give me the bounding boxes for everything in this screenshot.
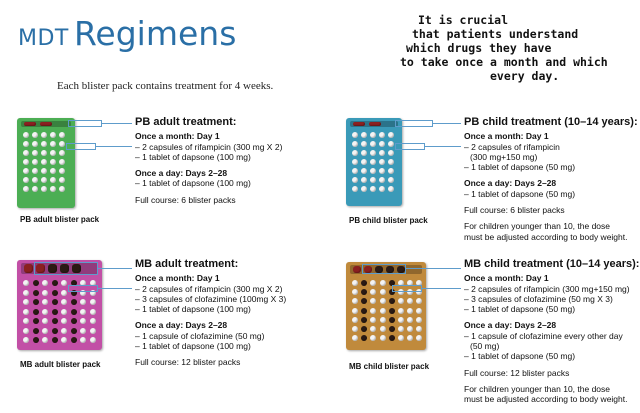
daily-pill (361, 186, 367, 192)
daily-pill (33, 328, 39, 334)
daily-pill (352, 132, 358, 138)
callout-line (98, 288, 132, 289)
dose-line: – 1 tablet of dapsone (100 mg) (135, 178, 251, 189)
daily-pill (361, 335, 367, 341)
daily-pill (379, 159, 385, 165)
daily-pill (379, 186, 385, 192)
daily-pill (370, 289, 376, 295)
callout-frame (68, 285, 98, 292)
daily-pill (52, 318, 58, 324)
full-course: Full course: 12 blister packs (464, 367, 570, 378)
daily-pill (32, 168, 38, 174)
daily-pill (361, 326, 367, 332)
daily-pill (389, 317, 395, 323)
daily-pill (398, 308, 404, 314)
daily-pill (416, 335, 422, 341)
daily-pill (416, 298, 422, 304)
daily-pill (80, 299, 86, 305)
daily-pill (388, 132, 394, 138)
daily-pill (370, 141, 376, 147)
pb-adult-treatment (135, 117, 282, 205)
monthly-title: Once a month: Day 1 (464, 273, 549, 284)
quote-line: that patients understand (412, 27, 579, 41)
mb-adult-pack-label: MB adult blister pack (20, 360, 101, 369)
daily-pill (80, 328, 86, 334)
daily-pill-grid (352, 132, 394, 192)
callout-frame (362, 264, 406, 274)
daily-pill (41, 141, 47, 147)
daily-pill (23, 318, 29, 324)
daily-pill (389, 308, 395, 314)
daily-pill (61, 290, 67, 296)
daily-pill (370, 308, 376, 314)
daily-pill (398, 335, 404, 341)
daily-pill (33, 309, 39, 315)
daily-pill (388, 159, 394, 165)
daily-title: Once a day: Days 2–28 (464, 178, 557, 189)
daily-pill (379, 150, 385, 156)
monthly-pill (24, 264, 33, 273)
daily-pill (50, 159, 56, 165)
daily-pill (352, 298, 358, 304)
daily-pill (41, 159, 47, 165)
daily-pill (352, 150, 358, 156)
daily-pill (71, 328, 77, 334)
daily-pill (32, 177, 38, 183)
daily-pill (370, 280, 376, 286)
daily-pill (361, 168, 367, 174)
quote-line: every day. (490, 69, 560, 83)
daily-pill (416, 308, 422, 314)
daily-pill (23, 141, 29, 147)
daily-pill (388, 177, 394, 183)
mb-child-treatment (464, 259, 639, 405)
full-course: Full course: 12 blister packs (135, 357, 241, 368)
daily-pill (352, 280, 358, 286)
daily-pill (33, 280, 39, 286)
daily-pill (23, 159, 29, 165)
daily-pill (361, 280, 367, 286)
callout-line (425, 146, 461, 147)
daily-pill (23, 309, 29, 315)
daily-pill (33, 318, 39, 324)
daily-pill (33, 299, 39, 305)
dose-line: – 2 capsules of rifampicin (300 mg X 2) (135, 141, 283, 152)
monthly-pill (369, 122, 381, 126)
pb-child-treatment (464, 117, 638, 242)
daily-pill (90, 337, 96, 343)
daily-pill (23, 299, 29, 305)
daily-pill (407, 317, 413, 323)
daily-pill (407, 298, 413, 304)
daily-pill (80, 318, 86, 324)
monthly-pill (24, 122, 36, 126)
pb-adult-heading: PB adult treatment: (135, 116, 237, 128)
daily-pill (90, 299, 96, 305)
title-main: Regimens (73, 14, 237, 53)
daily-pill (61, 318, 67, 324)
daily-pill (42, 318, 48, 324)
daily-pill (389, 335, 395, 341)
daily-pill (23, 132, 29, 138)
dose-line: – 1 tablet of dapsone (50 mg) (464, 351, 576, 362)
daily-pill (52, 328, 58, 334)
callout-line (96, 146, 132, 147)
daily-pill (407, 335, 413, 341)
daily-pill (361, 289, 367, 295)
callout-frame (34, 262, 98, 275)
title-prefix: MDT (18, 26, 69, 51)
daily-pill (50, 150, 56, 156)
daily-pill (23, 328, 29, 334)
daily-pill (42, 328, 48, 334)
daily-pill (23, 337, 29, 343)
daily-pill (416, 326, 422, 332)
daily-pill (352, 141, 358, 147)
callout-frame (395, 120, 433, 127)
daily-pill (370, 168, 376, 174)
daily-pill (361, 308, 367, 314)
dose-line: – 1 tablet of dapsone (100 mg) (135, 151, 251, 162)
daily-pill (42, 337, 48, 343)
daily-pill (380, 298, 386, 304)
daily-pill (23, 280, 29, 286)
dose-line: – 1 tablet of dapsone (100 mg) (135, 341, 251, 352)
daily-pill (32, 141, 38, 147)
mb-adult-heading: MB adult treatment: (135, 258, 239, 270)
pb-child-pack-label: PB child blister pack (349, 216, 428, 225)
daily-pill (398, 326, 404, 332)
daily-pill (389, 298, 395, 304)
daily-pill (370, 298, 376, 304)
age-note: For children younger than 10, the dose (464, 383, 611, 394)
dose-line: – 1 capsule of clofazimine (50 mg) (135, 330, 265, 341)
daily-pill (361, 177, 367, 183)
daily-pill (59, 168, 65, 174)
daily-pill (41, 150, 47, 156)
intro-text: Each blister pack contains treatment for 4 weeks. (57, 80, 274, 92)
daily-pill (23, 177, 29, 183)
daily-pill (32, 159, 38, 165)
quote-line: to take once a month and which (400, 55, 608, 69)
daily-pill (61, 337, 67, 343)
daily-pill (388, 150, 394, 156)
daily-pill (389, 326, 395, 332)
daily-pill (352, 168, 358, 174)
pb-adult-pack-label: PB adult blister pack (20, 215, 100, 224)
dose-line: – 2 capsules of rifampicin (300 mg X 2) (135, 283, 283, 294)
mb-child-pack-label: MB child blister pack (349, 362, 430, 371)
daily-pill (380, 308, 386, 314)
daily-pill (50, 186, 56, 192)
dose-line: – 3 capsules of clofazimine (50 mg X 3) (464, 293, 613, 304)
daily-pill (59, 186, 65, 192)
daily-pill (379, 177, 385, 183)
quote-line: which drugs they have (406, 41, 552, 55)
daily-pill (352, 186, 358, 192)
daily-pill (52, 290, 58, 296)
daily-pill (23, 290, 29, 296)
daily-pill (42, 280, 48, 286)
dose-line: (50 mg) (470, 341, 500, 352)
callout-quote (384, 13, 624, 83)
daily-pill (352, 317, 358, 323)
daily-pill (90, 318, 96, 324)
daily-pill (52, 309, 58, 315)
daily-pill (61, 328, 67, 334)
dose-line: (300 mg+150 mg) (470, 151, 538, 162)
daily-pill (32, 186, 38, 192)
daily-pill (361, 317, 367, 323)
mb-adult-treatment (135, 259, 286, 368)
age-note: For children younger than 10, the dose (464, 221, 611, 232)
callout-line (102, 123, 132, 124)
dose-line: – 1 capsule of clofazimine every other day (464, 330, 623, 341)
daily-pill (42, 290, 48, 296)
daily-pill (352, 326, 358, 332)
daily-pill (23, 150, 29, 156)
daily-pill (352, 308, 358, 314)
page-title (18, 14, 236, 53)
callout-frame (66, 143, 96, 150)
daily-pill (380, 326, 386, 332)
daily-title: Once a day: Days 2–28 (135, 320, 228, 331)
daily-pill (32, 150, 38, 156)
age-note: must be adjusted according to body weight. (464, 394, 628, 405)
daily-pill (50, 132, 56, 138)
daily-pill (90, 328, 96, 334)
pb-child-heading: PB child treatment (10–14 years): (464, 116, 638, 128)
callout-frame (392, 285, 422, 292)
daily-pill (361, 298, 367, 304)
daily-pill (352, 289, 358, 295)
daily-pill (50, 168, 56, 174)
daily-pill (61, 280, 67, 286)
monthly-title: Once a month: Day 1 (135, 131, 220, 142)
pb-child-blister-pack-image (346, 118, 402, 206)
daily-pill (33, 337, 39, 343)
daily-pill (370, 150, 376, 156)
monthly-title: Once a month: Day 1 (135, 273, 220, 284)
daily-pill (370, 177, 376, 183)
dose-line: – 1 tablet of dapsone (50 mg) (464, 162, 576, 173)
quote-line: It is crucial (418, 13, 509, 27)
dose-line: – 1 tablet of dapsone (50 mg) (464, 188, 576, 199)
daily-pill (407, 326, 413, 332)
daily-pill (370, 335, 376, 341)
daily-pill (59, 141, 65, 147)
pb-adult-blister-pack-image (17, 118, 75, 208)
daily-pill (370, 186, 376, 192)
daily-pill (407, 308, 413, 314)
daily-pill (33, 290, 39, 296)
daily-pill (23, 186, 29, 192)
daily-pill (59, 150, 65, 156)
daily-pill (71, 337, 77, 343)
monthly-pill (40, 122, 52, 126)
daily-pill (361, 141, 367, 147)
dose-line: – 1 tablet of dapsone (50 mg) (464, 304, 576, 315)
daily-pill (380, 335, 386, 341)
dose-line: – 1 tablet of dapsone (100 mg) (135, 304, 251, 315)
callout-frame (68, 120, 102, 127)
daily-pill (361, 159, 367, 165)
daily-pill (52, 280, 58, 286)
daily-title: Once a day: Days 2–28 (464, 320, 557, 331)
daily-pill (42, 309, 48, 315)
age-note: must be adjusted according to body weight. (464, 231, 628, 242)
daily-pill (352, 159, 358, 165)
daily-pill (379, 168, 385, 174)
daily-pill (352, 335, 358, 341)
daily-pill (41, 168, 47, 174)
dose-line: – 2 capsules of rifampicin (300 mg+150 mg) (464, 283, 630, 294)
dose-line: – 3 capsules of clofazimine (100mg X 3) (135, 293, 287, 304)
daily-pill (52, 299, 58, 305)
daily-pill (41, 177, 47, 183)
daily-pill (416, 317, 422, 323)
daily-pill (370, 326, 376, 332)
daily-pill (59, 177, 65, 183)
daily-title: Once a day: Days 2–28 (135, 168, 228, 179)
daily-pill (90, 309, 96, 315)
callout-frame (395, 143, 425, 150)
daily-pill (52, 337, 58, 343)
daily-pill (71, 318, 77, 324)
daily-pill (380, 280, 386, 286)
full-course: Full course: 6 blister packs (135, 194, 236, 205)
daily-pill (50, 141, 56, 147)
full-course: Full course: 6 blister packs (464, 205, 565, 216)
callout-line (422, 288, 461, 289)
daily-pill (379, 141, 385, 147)
daily-pill (361, 150, 367, 156)
daily-pill (370, 317, 376, 323)
monthly-pill (353, 266, 361, 273)
callout-line (98, 268, 132, 269)
daily-pill (398, 298, 404, 304)
daily-pill (398, 317, 404, 323)
daily-pill (361, 132, 367, 138)
daily-pill (380, 289, 386, 295)
daily-pill (352, 177, 358, 183)
daily-pill (41, 132, 47, 138)
callout-line (406, 268, 461, 269)
callout-line (433, 123, 461, 124)
daily-pill (379, 132, 385, 138)
daily-pill (41, 186, 47, 192)
daily-pill (80, 337, 86, 343)
dose-line: – 2 capsules of rifampicin (464, 141, 560, 152)
daily-pill (59, 159, 65, 165)
daily-pill (59, 132, 65, 138)
daily-pill (388, 186, 394, 192)
mb-child-heading: MB child treatment (10–14 years): (464, 258, 640, 270)
monthly-pill (353, 122, 365, 126)
daily-pill (23, 168, 29, 174)
daily-pill (388, 168, 394, 174)
daily-pill (71, 299, 77, 305)
daily-pill (50, 177, 56, 183)
mb-child-blister-pack-image (346, 262, 426, 350)
daily-pill (370, 159, 376, 165)
daily-pill (380, 317, 386, 323)
daily-pill (32, 132, 38, 138)
daily-pill-grid (23, 132, 65, 192)
daily-pill (71, 309, 77, 315)
daily-pill (370, 132, 376, 138)
monthly-title: Once a month: Day 1 (464, 131, 549, 142)
daily-pill (80, 309, 86, 315)
daily-pill (61, 309, 67, 315)
daily-pill (42, 299, 48, 305)
daily-pill (388, 141, 394, 147)
daily-pill (61, 299, 67, 305)
